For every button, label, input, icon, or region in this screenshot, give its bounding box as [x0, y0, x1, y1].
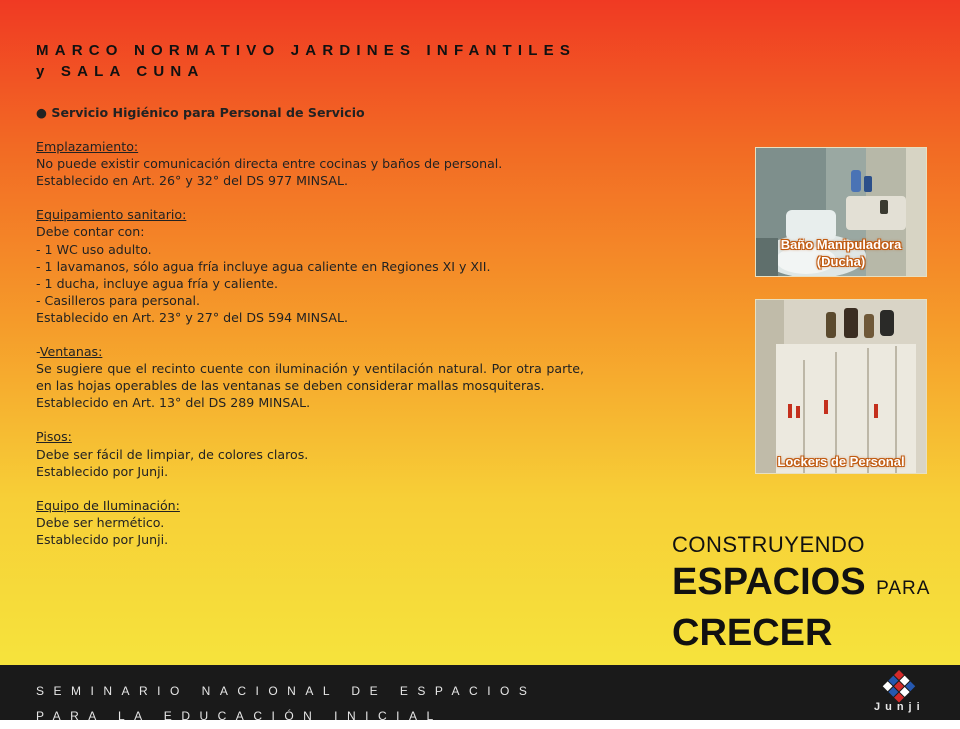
slide-title: MARCO NORMATIVO JARDINES INFANTILES y SALA CUNA — [36, 42, 577, 80]
body-text — [36, 104, 584, 548]
text-line: - 1 ducha, incluye agua fría y caliente. — [36, 275, 279, 291]
seminar-title: SEMINARIO NACIONAL DE ESPACIOS PARA LA EDUCACIÓN INICIAL — [36, 684, 537, 723]
bathroom-caption-2: (Ducha) — [816, 254, 866, 269]
section-ventanas — [36, 343, 584, 411]
section-emplazamiento — [36, 138, 584, 189]
brand-slogan — [672, 530, 930, 655]
text-line: Debe ser fácil de limpiar, de colores claros. — [36, 446, 309, 462]
heading-ventanas: Ventanas: — [39, 344, 103, 360]
slogan-line-2: ESPACIOS — [672, 561, 866, 603]
text-line: Establecido por Junji. — [36, 531, 169, 547]
slogan-line-1: CONSTRUYENDO — [672, 532, 866, 557]
heading-equipamiento: Equipamiento sanitario: — [36, 207, 187, 223]
bullet-heading: ● Servicio Higiénico para Personal de Servicio — [36, 105, 365, 120]
lockers-photo — [755, 299, 927, 474]
text-line: Establecido por Junji. — [36, 463, 169, 479]
heading-emplazamiento: Emplazamiento: — [36, 139, 139, 155]
org-name: Junji — [874, 701, 925, 713]
bathroom-caption-1: Baño Manipuladora — [780, 237, 902, 252]
text-line: - 1 lavamanos, sólo agua fría incluye agua caliente en Regiones XI y XII. — [36, 258, 491, 274]
junji-logo-icon — [878, 670, 920, 704]
slogan-line-3: CRECER — [672, 612, 833, 654]
text-line: Establecido en Art. 26° y 32° del DS 977 MINSAL. — [36, 173, 348, 189]
text-line: No puede existir comunicación directa entre cocinas y baños de personal. — [36, 156, 503, 172]
lockers-caption: Lockers de Personal — [777, 454, 905, 469]
text-line: Debe ser hermético. — [36, 514, 165, 530]
ventanas-prefix: - — [36, 344, 40, 360]
section-iluminacion — [36, 497, 584, 548]
footer-bar — [0, 665, 960, 723]
heading-iluminacion: Equipo de Iluminación: — [36, 497, 180, 513]
heading-pisos: Pisos: — [36, 429, 72, 445]
bathroom-photo — [755, 147, 927, 277]
slogan-line-2-small: PARA — [876, 578, 931, 599]
text-line: Debe contar con: — [36, 224, 145, 240]
text-line: Establecido en Art. 23° y 27° del DS 594 MINSAL. — [36, 309, 348, 325]
text-line: Se sugiere que el recinto cuente con iluminación y ventilación natural. Por otra parte, en las hojas operables de las ventanas se deben considerar mallas mosquiteras. — [36, 361, 584, 394]
text-line: - Casilleros para personal. — [36, 292, 201, 308]
text-line: Establecido en Art. 13° del DS 289 MINSAL. — [36, 395, 311, 411]
text-line: - 1 WC uso adulto. — [36, 241, 152, 257]
section-equipamiento — [36, 206, 584, 326]
section-pisos — [36, 428, 584, 479]
